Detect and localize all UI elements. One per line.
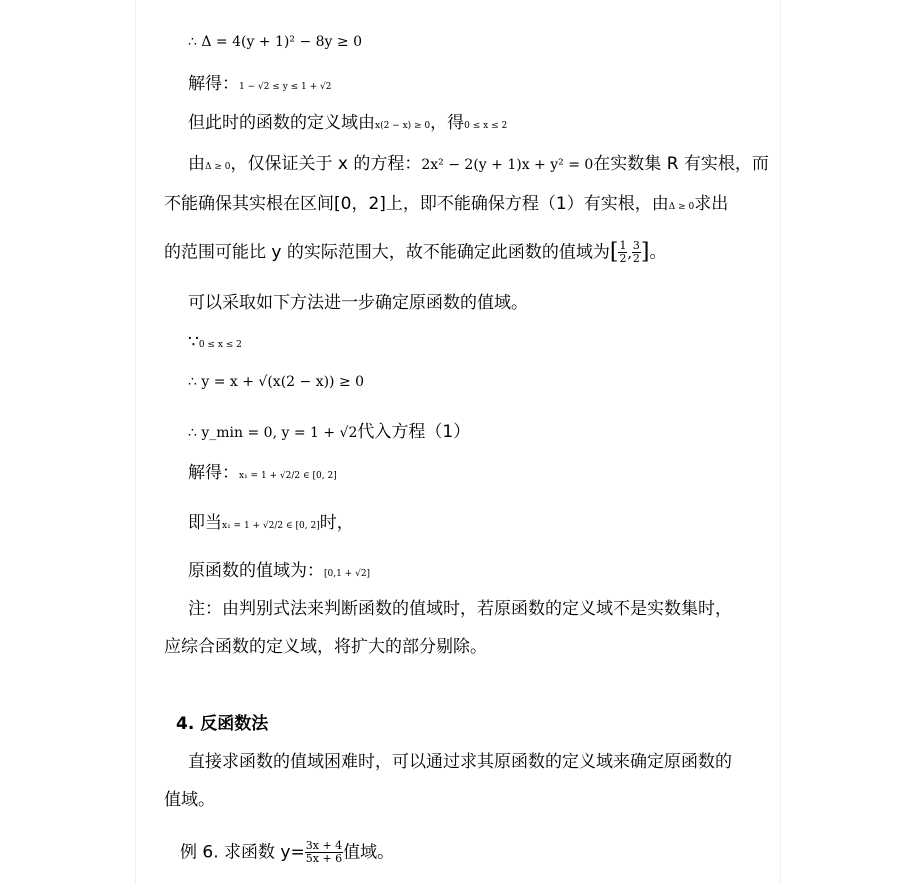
text-segment: 可以采取如下方法进一步确定原函数的值域。 <box>188 293 528 313</box>
line-explanation-2 <box>164 240 667 265</box>
text-segment: 时， <box>319 513 354 533</box>
text-segment: 的范围可能比 y 的实际范围大，故不能确定此函数的值域为 <box>164 242 610 263</box>
section-heading-4 <box>176 713 268 735</box>
label-solve: 解得： <box>188 463 239 483</box>
text-segment: 即当 <box>188 513 222 533</box>
text-segment: ，仅保证关于 x 的方程： <box>230 154 422 174</box>
line-method-intro <box>188 292 528 314</box>
line-inverse-2 <box>164 789 215 811</box>
bracket-right: ] <box>640 239 650 265</box>
line-equation <box>188 153 769 178</box>
line-solve-x1 <box>188 462 337 487</box>
denominator: 5x + 6 <box>305 852 343 866</box>
math-range: [0,1 + √2] <box>324 569 371 579</box>
math-quadratic: 2x² − 2(y + 1)x + y² = 0 <box>421 157 594 173</box>
line-explanation-1 <box>164 193 728 218</box>
math-delta: ∴ Δ = 4(y + 1)² − 8y ≥ 0 <box>188 34 362 50</box>
label-solve: 解得： <box>188 74 239 94</box>
text-segment: 代入方程（1） <box>357 422 471 442</box>
line-domain <box>188 112 507 137</box>
math-x-range: 0 ≤ x ≤ 2 <box>464 121 508 131</box>
text-segment: 但此时的函数的定义域由 <box>188 113 375 133</box>
line-because <box>188 331 242 356</box>
denominator: 2 <box>632 252 640 266</box>
math-ymin: ∴ y_min = 0, y = 1 + √2 <box>188 425 358 441</box>
text-segment: 注：由判别式法来判断函数的值域时，若原函数的定义域不是实数集时， <box>188 599 732 619</box>
line-y-nonnegative <box>188 370 364 393</box>
line-example-6 <box>180 840 394 865</box>
math-x-range: 0 ≤ x ≤ 2 <box>198 340 242 350</box>
document-page <box>136 0 780 885</box>
text-segment: 由 <box>188 154 205 174</box>
numerator: 1 <box>619 239 627 252</box>
text-segment: 4. 反函数法 <box>176 714 269 734</box>
text-segment: 例 6. 求函数 y= <box>180 842 305 863</box>
math-delta-cond: Δ ≥ 0 <box>668 202 695 212</box>
math-x1: x₁ = 1 + √2/2 ∈ [0, 2] <box>239 471 337 481</box>
line-ymin <box>188 421 470 444</box>
math-y-expression: ∴ y = x + √(x(2 − x)) ≥ 0 <box>188 374 365 390</box>
text-segment: 在实数集 R 有实根，而 <box>593 154 769 174</box>
comma: , <box>627 245 632 262</box>
label-range: 原函数的值域为： <box>188 561 324 581</box>
math-y-range: 1 − √2 ≤ y ≤ 1 + √2 <box>239 82 332 92</box>
denominator: 2 <box>619 252 627 266</box>
line-note-2 <box>164 636 487 658</box>
numerator: 3x + 4 <box>305 839 343 852</box>
text-segment: 求出 <box>694 194 729 214</box>
text-segment: ，得 <box>430 113 465 133</box>
text-segment: 。 <box>649 242 667 263</box>
line-range <box>188 560 370 585</box>
numerator: 3 <box>632 239 640 252</box>
math-x1: x₁ = 1 + √2/2 ∈ [0, 2] <box>222 521 320 531</box>
line-inverse-1 <box>188 751 732 773</box>
line-solve-result <box>188 73 332 98</box>
bracket-left: [ <box>609 239 619 265</box>
text-segment: 直接求函数的值域困难时，可以通过求其原函数的定义域来确定原函数的 <box>188 752 732 772</box>
line-note-1 <box>188 598 732 620</box>
text-segment: 值域。 <box>343 842 395 863</box>
text-segment: 应综合函数的定义域，将扩大的部分剔除。 <box>164 637 487 657</box>
math-delta-cond: Δ ≥ 0 <box>205 162 231 172</box>
line-delta-inequality <box>188 30 362 53</box>
fraction-three-halves <box>632 240 641 265</box>
fraction-example <box>305 840 343 865</box>
because-symbol: ∵ <box>188 332 199 352</box>
text-segment: 不能确保其实根在区间[0，2]上，即不能确保方程（1）有实根，由 <box>164 194 669 214</box>
text-segment: 值域。 <box>164 790 215 810</box>
math-domain-cond: x(2 − x) ≥ 0 <box>375 121 431 131</box>
line-when <box>188 512 354 537</box>
